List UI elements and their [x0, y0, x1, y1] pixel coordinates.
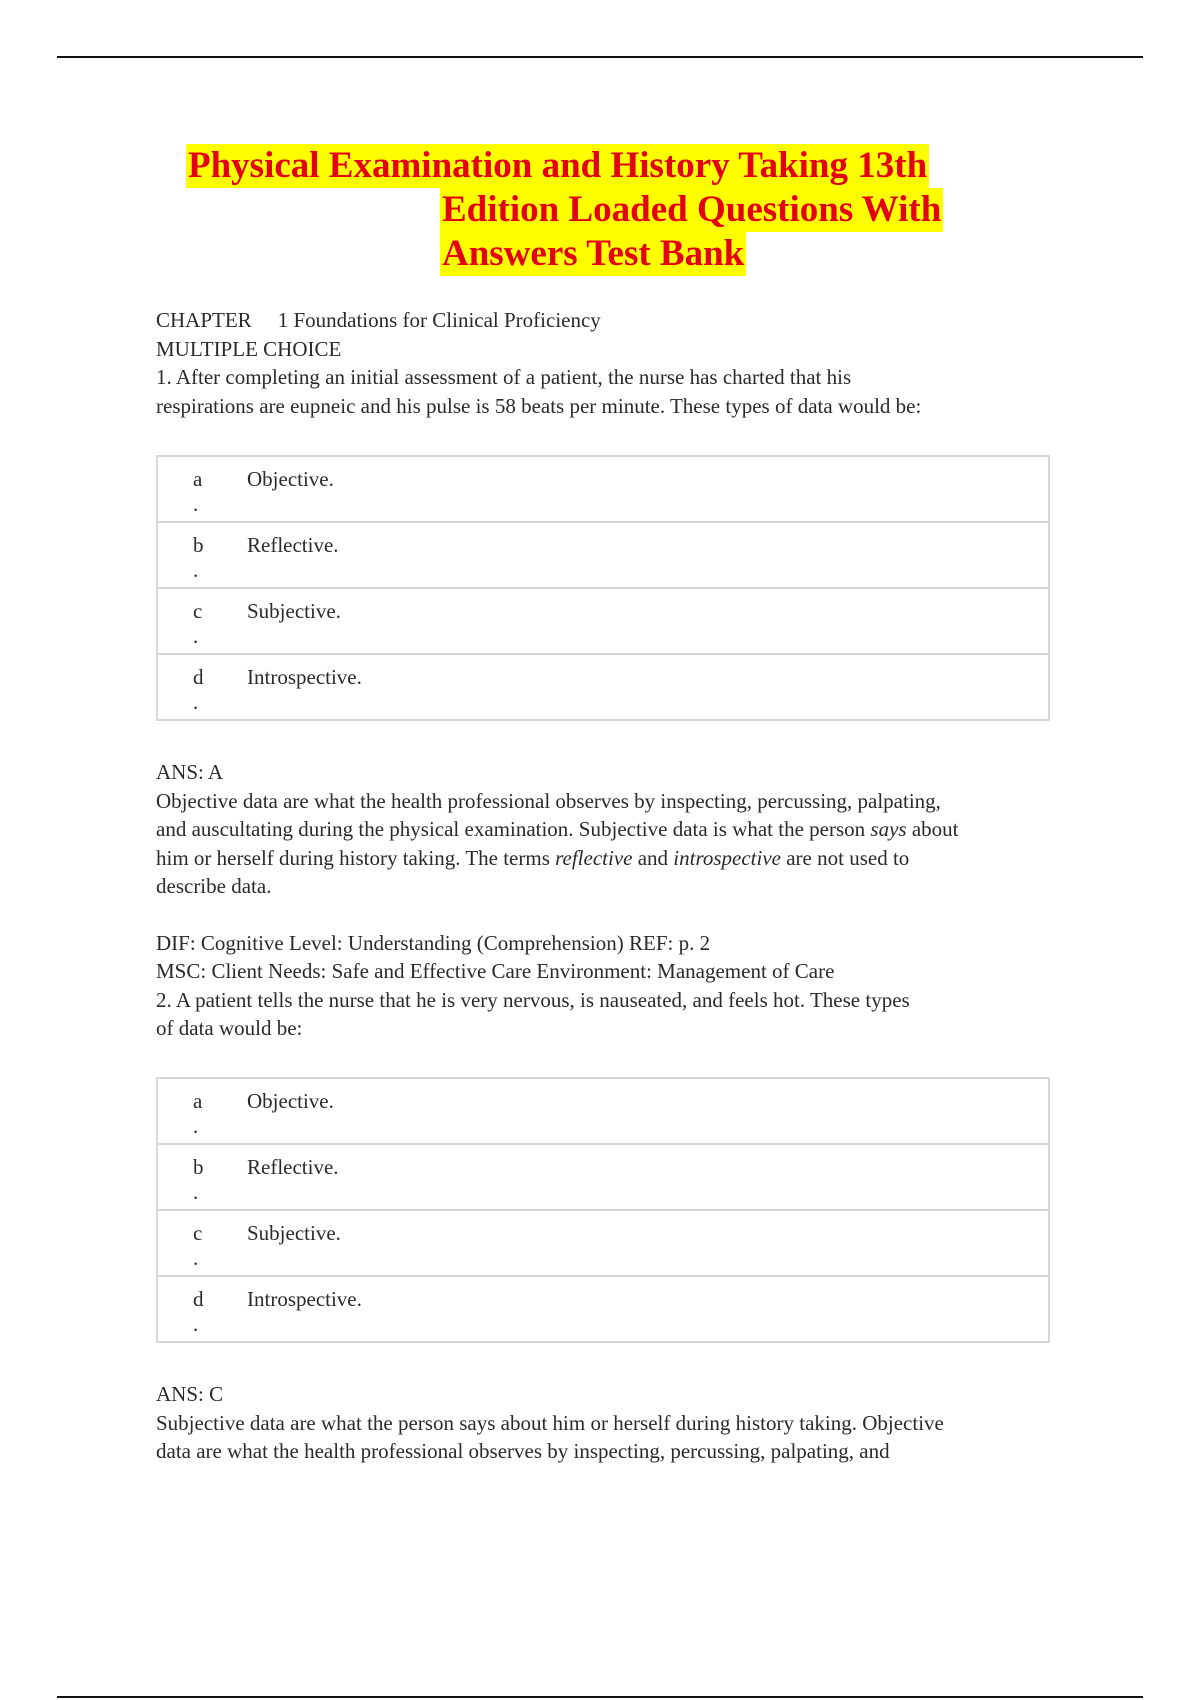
rationale-line-1: Objective data are what the health professional observes by inspecting, percussing, palpating,: [156, 788, 941, 813]
answer-key: ANS: A: [156, 760, 224, 784]
option-text: Subjective.: [247, 588, 1049, 654]
option-letter: b: [193, 1155, 204, 1179]
option-row: [157, 1078, 1049, 1144]
option-letter: a: [193, 467, 203, 491]
option-dot: .: [193, 1180, 199, 1204]
option-letter: a: [193, 1089, 203, 1113]
option-letter: c: [193, 1221, 203, 1245]
question-1-text-line-1: 1. After completing an initial assessment of a patient, the nurse has charted that his: [156, 365, 852, 389]
answer-key: ANS: C: [156, 1382, 224, 1406]
chapter-label: CHAPTER: [156, 308, 252, 332]
rationale-emphasis: introspective: [673, 845, 781, 870]
option-dot: .: [193, 1114, 199, 1138]
question-2-options: [156, 1077, 1050, 1343]
question-1-text-line-2: respirations are eupneic and his pulse is 58 beats per minute. These types of data would be:: [156, 393, 922, 418]
section-heading: MULTIPLE CHOICE: [156, 336, 342, 361]
option-dot: .: [193, 624, 199, 648]
question-2-answer-block: [156, 1380, 1056, 1466]
option-letter: d: [193, 665, 204, 689]
option-row: [157, 456, 1049, 522]
client-needs: MSC: Client Needs: Safe and Effective Care Environment: Management of Care: [156, 959, 835, 983]
rationale-line-3: [156, 844, 1056, 873]
option-row: [157, 1210, 1049, 1276]
option-dot: .: [193, 690, 199, 714]
option-text: Objective.: [247, 467, 334, 491]
option-dot: .: [193, 1246, 199, 1270]
option-text: Introspective.: [247, 654, 1049, 720]
title-line-2: Edition Loaded Questions With: [442, 189, 942, 230]
option-text: Introspective.: [247, 1276, 1049, 1342]
option-letter: c: [193, 599, 203, 623]
question-1-answer-block: [156, 758, 1056, 1043]
chapter-heading: [156, 306, 1056, 335]
chapter-name: 1 Foundations for Clinical Proficiency: [277, 308, 601, 332]
option-text: Reflective.: [247, 522, 1049, 588]
difficulty-reference: DIF: Cognitive Level: Understanding (Comprehension) REF: p. 2: [156, 930, 711, 955]
option-row: [157, 654, 1049, 720]
option-letter: b: [193, 533, 204, 557]
top-rule: [57, 56, 1143, 58]
option-text: Reflective.: [247, 1144, 1049, 1210]
rationale-text: and: [632, 845, 674, 870]
rationale-line-2: data are what the health professional observes by inspecting, percussing, palpating, and: [156, 1439, 890, 1463]
question-2-text-line-1: 2. A patient tells the nurse that he is very nervous, is nauseated, and feels hot. These types: [156, 987, 910, 1012]
rationale-text: are not used to: [780, 845, 910, 870]
option-dot: .: [193, 492, 199, 516]
option-text: Objective.: [247, 1089, 334, 1113]
question-2-text-line-2: of data would be:: [156, 1016, 303, 1040]
title-line-3: Answers Test Bank: [442, 233, 745, 274]
question-1-block: [156, 306, 1056, 420]
option-row: [157, 1144, 1049, 1210]
rationale-emphasis: says: [870, 817, 907, 841]
option-letter: d: [193, 1287, 204, 1311]
option-row: [157, 1276, 1049, 1342]
title-line-1: Physical Examination and History Taking 13th: [188, 145, 928, 186]
option-dot: .: [193, 558, 199, 582]
rationale-text: about: [906, 817, 959, 841]
rationale-emphasis: reflective: [555, 845, 633, 870]
option-row: [157, 522, 1049, 588]
document-title: [186, 144, 1016, 276]
option-text: Subjective.: [247, 1210, 1049, 1276]
rationale-line-2: [156, 815, 1056, 844]
option-row: [157, 588, 1049, 654]
bottom-rule: [57, 1696, 1143, 1698]
rationale-line-1: Subjective data are what the person says about him or herself during history taking. Objective: [156, 1410, 944, 1435]
question-1-options: [156, 455, 1050, 721]
rationale-text: and auscultating during the physical examination. Subjective data is what the person: [156, 817, 871, 841]
rationale-line-4: describe data.: [156, 874, 272, 898]
option-dot: .: [193, 1312, 199, 1336]
rationale-text: him or herself during history taking. The terms: [156, 845, 556, 870]
